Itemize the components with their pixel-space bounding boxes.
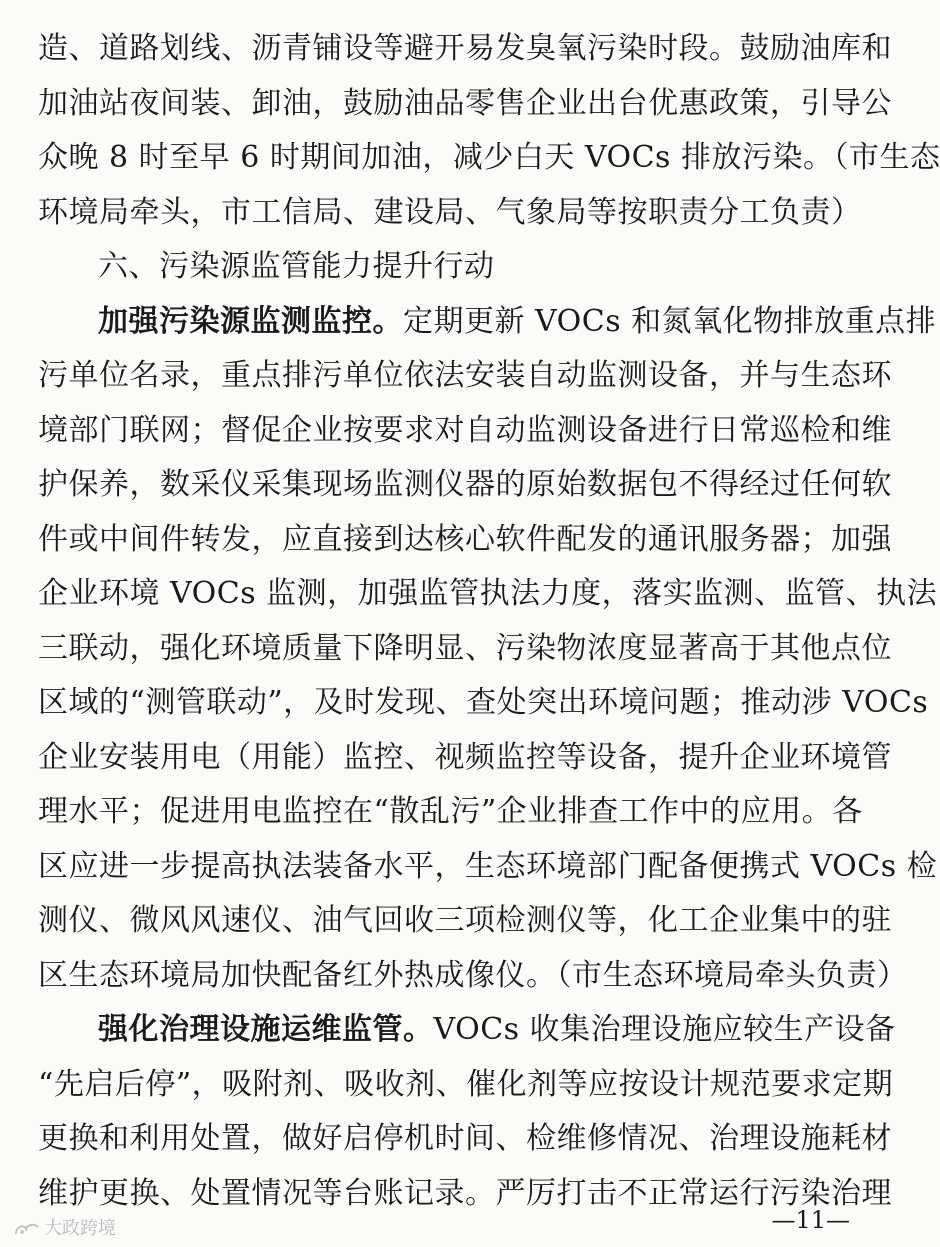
text-line: 测仪、微风风速仪、油气回收三项检测仪等，化工企业集中的驻 bbox=[38, 903, 892, 938]
text-line: 企业环境 VOCs 监测，加强监管执法力度，落实监测、监管、执法 bbox=[38, 576, 938, 611]
text-line: 企业安装用电（用能）监控、视频监控等设备，提升企业环境管 bbox=[38, 739, 892, 775]
watermark-text: 大政跨境 bbox=[44, 1218, 116, 1239]
para2-first-line bbox=[38, 1003, 896, 1058]
section-heading: 六、污染源监管能力提升行动 bbox=[98, 249, 495, 284]
para2-first-text: VOCs 收集治理设施应较生产设备 bbox=[433, 1012, 896, 1047]
para1-title: 加强污染源监测监控。 bbox=[98, 303, 403, 339]
watermark-logo-icon bbox=[14, 1221, 40, 1237]
text-line: 众晚 8 时至早 6 时期间加油，减少白天 VOCs 排放污染。（市生态 bbox=[38, 140, 940, 175]
text-line: 区生态环境局加快配备红外热成像仪。（市生态环境局牵头负责） bbox=[38, 957, 908, 993]
text-line: 加油站夜间装、卸油，鼓励油品零售企业出台优惠政策，引导公 bbox=[38, 85, 892, 121]
text-line: 境部门联网；督促企业按要求对自动监测设备进行日常巡检和维 bbox=[38, 412, 892, 448]
text-line: 区应进一步提高执法装备水平，生态环境部门配备便携式 VOCs 检 bbox=[38, 848, 938, 884]
text-line: 三联动，强化环境质量下降明显、污染物浓度显著高于其他点位 bbox=[38, 630, 892, 666]
text-line: 环境局牵头，市工信局、建设局、气象局等按职责分工负责） bbox=[38, 194, 862, 230]
text-line: 维护更换、处置情况等台账记录。严厉打击不正常运行污染治理 bbox=[38, 1175, 892, 1211]
para2-title: 强化治理设施运维监管。 bbox=[98, 1012, 434, 1047]
text-line: 污单位名录，重点排污单位依法安装自动监测设备，并与生态环 bbox=[38, 358, 892, 393]
text-line: 区域的“测管联动”，及时发现、查处突出环境问题；推动涉 VOCs bbox=[38, 685, 929, 720]
text-line: 更换和利用处置，做好启停机时间、检维修情况、治理设施耗材 bbox=[38, 1121, 892, 1156]
body-text bbox=[38, 22, 940, 1221]
page-number: —11— bbox=[771, 1206, 850, 1234]
text-line: “先启后停”，吸附剂、吸收剂、催化剂等应按设计规范要求定期 bbox=[38, 1066, 894, 1102]
text-line: 理水平；促进用电监控在“散乱污”企业排查工作中的应用。各 bbox=[38, 794, 863, 829]
text-line: 造、道路划线、沥青铺设等避开易发臭氧污染时段。鼓励油库和 bbox=[38, 31, 892, 66]
text-line: 护保养，数采仪采集现场监测仪器的原始数据包不得经过任何软 bbox=[38, 467, 892, 502]
text-line: 件或中间件转发，应直接到达核心软件配发的通讯服务器；加强 bbox=[38, 521, 892, 557]
para1-first-text: 定期更新 VOCs 和氮氧化物排放重点排 bbox=[403, 303, 937, 339]
para1-first-line bbox=[38, 295, 937, 350]
watermark bbox=[14, 1214, 116, 1240]
